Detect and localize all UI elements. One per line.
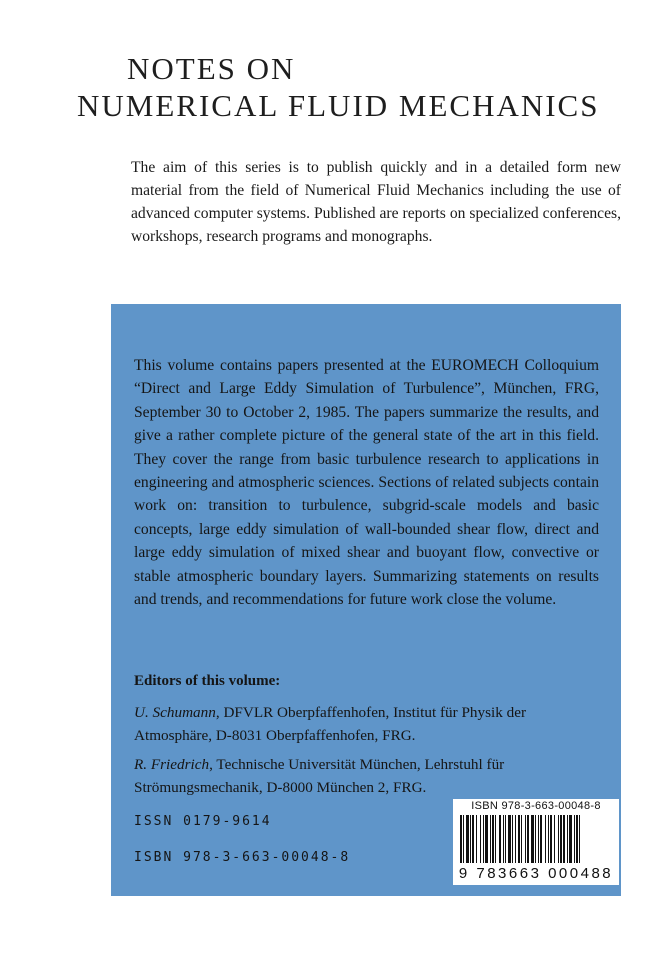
barcode-bar [483, 815, 484, 863]
barcode-bar [521, 815, 522, 863]
barcode-bar [563, 815, 565, 863]
issn-number: ISSN 0179-9614 [134, 814, 272, 829]
barcode-bar [470, 815, 471, 863]
barcode-bars [458, 815, 614, 865]
series-description-text: The aim of this series is to publish quickly and in a detailed form new material from the field of Numerical Fluid Mechanics including the use of advanced computer systems. Published are reports on specialized conferences, workshops, research programs and monographs. [131, 159, 621, 245]
series-title-line-2: NUMERICAL FLUID MECHANICS [77, 88, 600, 123]
barcode-bar [518, 815, 520, 863]
barcode-bar [505, 815, 506, 863]
barcode-bar [480, 815, 481, 863]
barcode-bar [567, 815, 568, 863]
isbn-barcode [453, 799, 619, 885]
editor-affiliation: , DFVLR Oberpfaffenhofen, Institut für Physik der Atmosphäre, D-8031 Oberpfaffenhofen, FRG. [134, 704, 527, 744]
volume-abstract-text: This volume contains papers presented at the EUROMECH Colloquium “Direct and Large Eddy Simulation of Turbulence”, München, FRG, September 30 to October 2, 1985. The papers summarize the results, and give a rather complete picture of the general state of the art in this field. They cover the range from basic turbulence research to applications in engineering and atmospheric sciences. Sections of related subjects contain work on: transition to turbulence, subgrid-scale models and basic concepts, large eddy simulation of wall-bounded shear flow, direct and large eddy simulation of mixed shear and buoyant flow, convective or stable atmospheric boundary layers. Summarizing statements on results and trends, and recommendations for future work close the volume. [134, 357, 599, 609]
barcode-bar [576, 815, 578, 863]
barcode-bar [515, 815, 516, 863]
barcode-bar [503, 815, 504, 863]
barcode-bar [531, 815, 534, 863]
barcode-bar [485, 815, 488, 863]
volume-abstract [134, 354, 599, 611]
series-title [70, 50, 650, 124]
editor-name: R. Friedrich [134, 756, 210, 773]
barcode-bar [548, 815, 549, 863]
barcode-bar [463, 815, 464, 863]
isbn-number: ISBN 978-3-663-00048-8 [134, 850, 351, 865]
editor-affiliation: , Technische Universität München, Lehrstuhl für Strömungsmechanik, D-8000 München 2, FRG. [134, 756, 505, 796]
barcode-bar [540, 815, 542, 863]
barcode-bar [545, 815, 546, 863]
barcode-bar [574, 815, 575, 863]
barcode-bar [508, 815, 511, 863]
barcode-bar [495, 815, 496, 863]
series-description [131, 156, 621, 248]
blue-info-panel [111, 304, 621, 896]
barcode-bar [579, 815, 580, 863]
barcode-isbn-label: ISBN 978-3-663-00048-8 [471, 800, 601, 812]
editor-entry [134, 753, 599, 799]
barcode-digits: 9 783663 000488 [458, 865, 614, 882]
barcode-bar [560, 815, 562, 863]
barcode-bar [535, 815, 536, 863]
series-title-line-1: NOTES ON [127, 51, 296, 86]
barcode-bar [527, 815, 529, 863]
barcode-bar [499, 815, 501, 863]
barcode-bar [525, 815, 526, 863]
barcode-bar [490, 815, 491, 863]
barcode-bar [550, 815, 552, 863]
barcode-bar [554, 815, 555, 863]
editor-name: U. Schumann [134, 704, 216, 721]
editor-entry [134, 701, 599, 747]
editors-heading: Editors of this volume: [134, 673, 281, 689]
barcode-bar [476, 815, 477, 863]
barcode-bar [538, 815, 539, 863]
barcode-bar [460, 815, 462, 863]
barcode-bar [569, 815, 572, 863]
barcode-bar [492, 815, 494, 863]
barcode-bar [558, 815, 559, 863]
barcode-bar [472, 815, 474, 863]
barcode-bar [466, 815, 469, 863]
barcode-bar [512, 815, 513, 863]
